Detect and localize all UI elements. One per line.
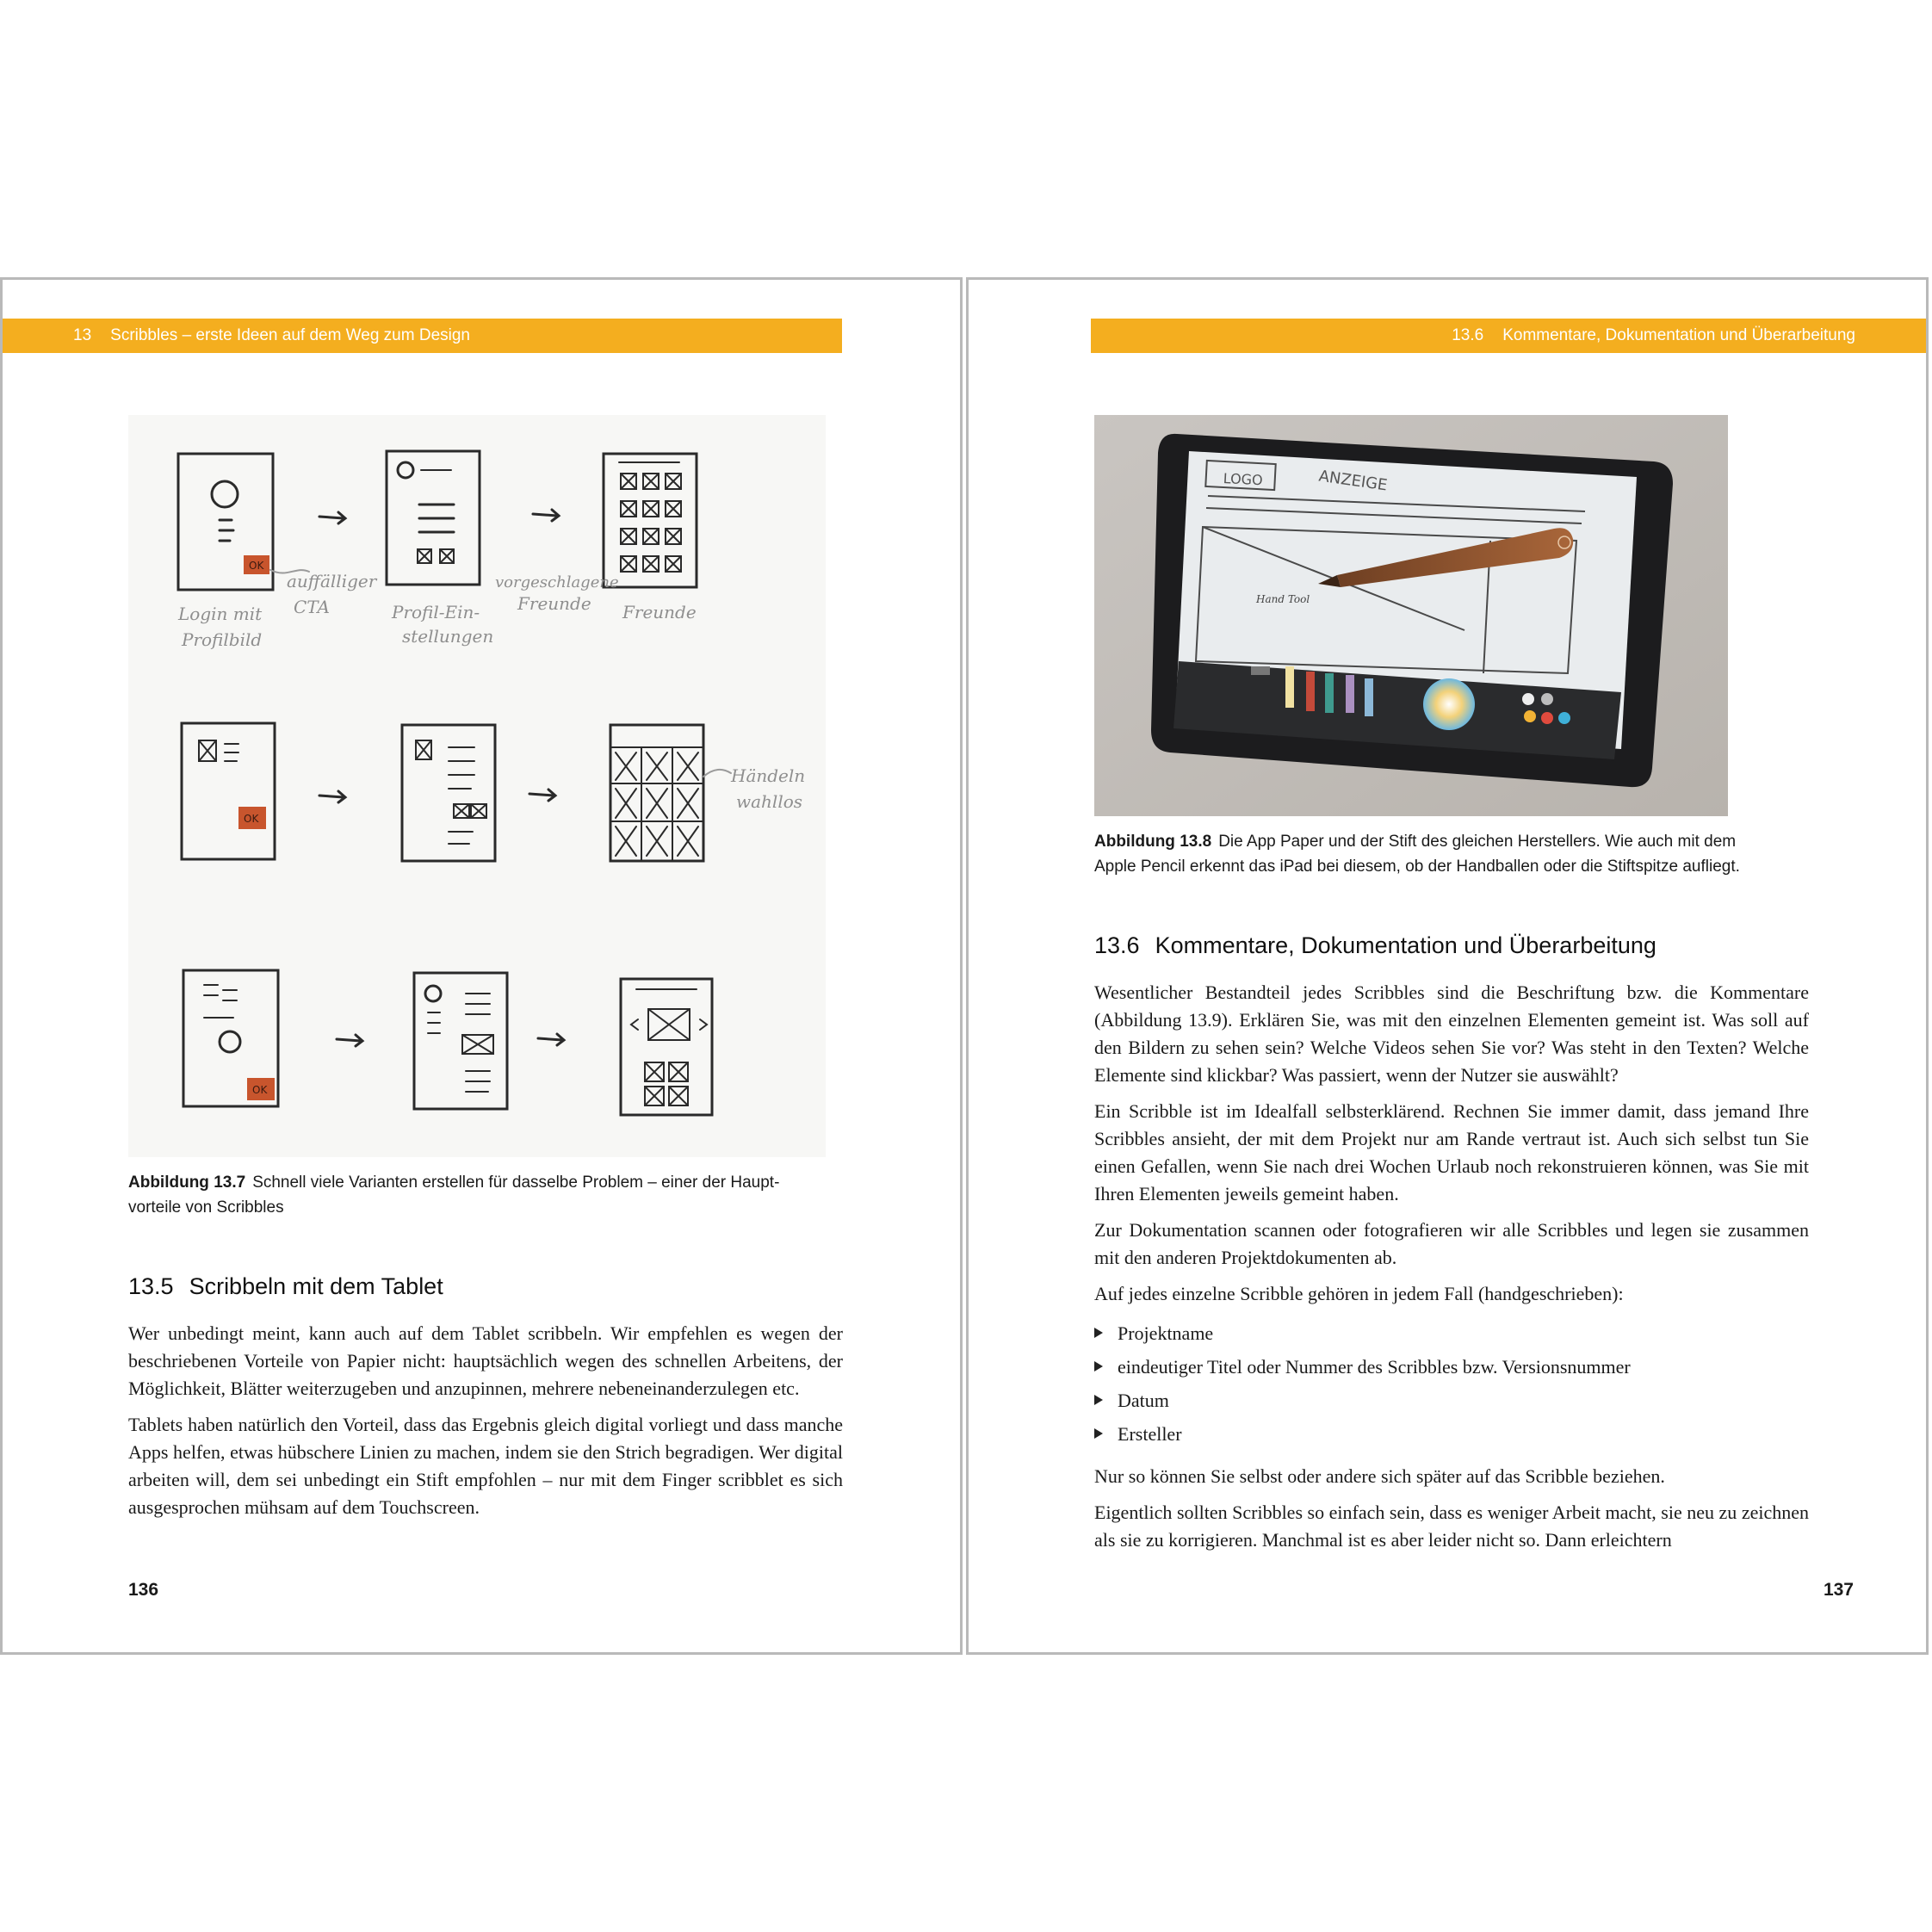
figure-caption-13-8 — [1094, 829, 1809, 879]
section-heading-13-6 — [1094, 932, 1656, 959]
body-text-left — [128, 1320, 843, 1530]
section-heading-13-5 — [128, 1273, 443, 1300]
caption-text: Schnell viele Varianten erstellen für dasselbe Problem – einer der Haupt- — [252, 1173, 780, 1192]
annotation: CTA — [294, 597, 330, 617]
caption-label: Abbildung 13.8 — [1094, 833, 1212, 851]
tablet-photo — [1094, 415, 1728, 816]
running-head-right — [1091, 319, 1926, 353]
list-item: Ersteller — [1094, 1417, 1809, 1451]
annotation: stellungen — [402, 626, 494, 647]
annotation: Profilbild — [182, 629, 263, 650]
ok-label: OK — [244, 813, 259, 825]
body-text-right — [1094, 979, 1809, 1563]
paragraph: Wesentlicher Bestandteil jedes Scribbles sind die Beschriftung bzw. die Kommentare (Abbildung 13.9). Erklären Sie, was mit den einzelnen Elementen gemeint ist. Was soll auf den Bildern zu sehen sein? Welche Videos sehen Sie vor? Was steht in den Texten? Welche Elemente sind klickbar? Was passiert, wenn der Nutzer sie auswählt? — [1094, 981, 1809, 1086]
caption-label: Abbildung 13.7 — [128, 1173, 246, 1192]
section-number: 13.5 — [128, 1273, 174, 1299]
paragraph: Eigentlich sollten Scribbles so einfach sein, dass es weniger Arbeit macht, sie neu zu zeichnen als sie zu korrigieren. Manchmal ist es aber leider nicht so. Dann erleichtern — [1094, 1502, 1809, 1551]
caption-text-2: vorteile von Scribbles — [128, 1198, 284, 1217]
caption-text-2: Apple Pencil erkennt das iPad bei diesem, ob der Handballen oder die Stiftspitze aufliegt. — [1094, 858, 1740, 876]
paragraph: Zur Dokumentation scannen oder fotografieren wir alle Scribbles und legen sie zusammen mit den anderen Projektdokumenten ab. — [1094, 1219, 1809, 1268]
caption-text: Die App Paper und der Stift des gleichen Herstellers. Wie auch mit dem — [1218, 833, 1737, 851]
ipad-pencil-photo — [1094, 415, 1728, 816]
annotation: wahllos — [736, 791, 803, 812]
paragraph: Nur so können Sie selbst oder andere sich später auf das Scribble beziehen. — [1094, 1465, 1665, 1487]
section-title: Scribbeln mit dem Tablet — [189, 1273, 443, 1299]
page-number-right: 137 — [1823, 1580, 1854, 1600]
list-item: Projektname — [1094, 1316, 1809, 1350]
right-page — [966, 277, 1929, 1655]
screen-logo-text: LOGO — [1223, 469, 1264, 489]
scribble-sketch-image — [128, 415, 826, 1157]
annotation: auffälliger — [287, 571, 377, 591]
screen-note-text: Hand Tool — [1256, 593, 1310, 605]
ok-label: OK — [252, 1084, 268, 1096]
list-item: eindeutiger Titel oder Nummer des Scribbles bzw. Versionsnummer — [1094, 1350, 1809, 1384]
figure-caption-13-7 — [128, 1170, 834, 1220]
paragraph: Auf jedes einzelne Scribble gehören in jedem Fall (handgeschrieben): — [1094, 1283, 1624, 1304]
annotation: Freunde — [517, 593, 591, 614]
annotation: Händeln — [731, 765, 806, 786]
annotation: Freunde — [622, 602, 697, 622]
paragraph: Wer unbedingt meint, kann auch auf dem Tablet scribbeln. Wir empfehlen es wegen der beschriebenen Vorteile von Papier nicht: hauptsächlich wegen des schnellen Arbeitens, der Möglichkeit, Blätter weiterzugeben und anzupinnen, mehrere nebeneinanderzulegen etc. — [128, 1322, 843, 1399]
section-number: 13.6 — [1094, 932, 1140, 958]
paragraph: Tablets haben natürlich den Vorteil, dass das Ergebnis gleich digital vorliegt und dass manche Apps helfen, etwas hübschere Linien zu machen, indem sie den Strich begradigen. Wer digital arbeiten will, dem sei unbedingt ein Stift empfohlen – nur mit dem Finger scribblet es sich ausgesprochen mühsam auf dem Touchscreen. — [128, 1414, 843, 1518]
section-number-head: 13.6 — [1452, 326, 1484, 344]
list-item: Datum — [1094, 1384, 1809, 1417]
annotation: Login mit — [178, 604, 263, 624]
running-head-left — [3, 319, 842, 353]
paragraph: Ein Scribble ist im Idealfall selbsterklärend. Rechnen Sie immer damit, dass jemand Ihre Scribbles ansieht, der mit dem Projekt nur am Rande vertraut ist. Auch sich selbst tun Sie einen Gefallen, wenn Sie nach drei Wochen Urlaub noch rekonstruieren können, was Sie mit Ihren Elementen jeweils gemeint haben. — [1094, 1100, 1809, 1204]
page-number-left: 136 — [128, 1580, 159, 1600]
section-title-head: Kommentare, Dokumentation und Überarbeitung — [1502, 326, 1855, 344]
annotation: Profil-Ein- — [392, 602, 480, 622]
bullet-list — [1094, 1316, 1809, 1451]
annotation: vorgeschlagene — [495, 573, 619, 591]
ok-label: OK — [249, 560, 264, 572]
chapter-title: Scribbles – erste Ideen auf dem Weg zum Design — [110, 326, 471, 344]
scribble-figure — [128, 415, 826, 1157]
screen-ad-text: ANZEIGE — [1317, 467, 1389, 495]
left-page — [0, 277, 963, 1655]
section-title: Kommentare, Dokumentation und Überarbeitung — [1155, 932, 1656, 958]
chapter-number: 13 — [73, 326, 92, 344]
